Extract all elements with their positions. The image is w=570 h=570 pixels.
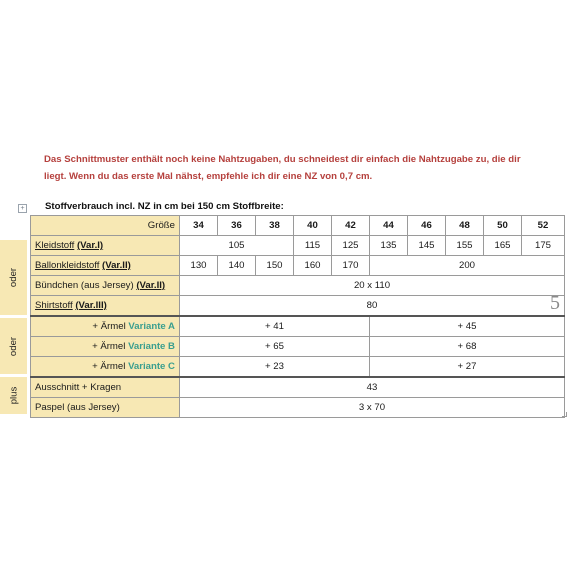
kleidstoff-value-48: 155 [446, 236, 484, 256]
table-row-ausschnitt [31, 377, 565, 398]
aermel-b-value-44-52: + 68 [370, 337, 565, 357]
table-row-paspel [31, 398, 565, 418]
ausschnitt-label: Ausschnitt + Kragen [31, 377, 180, 398]
size-42: 42 [332, 216, 370, 236]
side-label-oder-bottom-text: oder [7, 336, 19, 356]
aermel-a-prefix: + Ärmel [92, 321, 126, 332]
notice-line-1: Das Schnittmuster enthält noch keine Nahtzugaben, du schneidest dir einfach die Nahtzugabe zu, die dir [44, 154, 521, 165]
table-end-mark [562, 412, 567, 417]
aermel-a-value-34-42: + 41 [180, 316, 370, 337]
aermel-c-value-44-52: + 27 [370, 357, 565, 378]
aermel-a-label [31, 316, 180, 337]
buendchen-name: Bündchen (aus Jersey) [35, 280, 134, 291]
table-row-shirtstoff [31, 296, 565, 317]
kleidstoff-value-50: 165 [484, 236, 522, 256]
aermel-b-label [31, 337, 180, 357]
table-row-aermel-a [31, 316, 565, 337]
kleidstoff-value-44: 135 [370, 236, 408, 256]
aermel-c-prefix: + Ärmel [92, 361, 126, 372]
seam-allowance-notice [44, 151, 544, 185]
kleidstoff-value-52: 175 [522, 236, 565, 256]
shirtstoff-variant: (Var.III) [75, 300, 107, 311]
kleidstoff-value-40: 115 [294, 236, 332, 256]
ballonkleidstoff-variant: (Var.II) [102, 260, 131, 271]
size-48: 48 [446, 216, 484, 236]
table-row-ballonkleidstoff [31, 256, 565, 276]
side-label-plus [0, 377, 27, 414]
ballonkleidstoff-name: Ballonkleidstoff [35, 260, 100, 271]
ausschnitt-value: 43 [180, 377, 565, 398]
ballonkleidstoff-value-40: 160 [294, 256, 332, 276]
table-row-buendchen [31, 276, 565, 296]
fabric-consumption-table [30, 215, 565, 418]
size-38: 38 [256, 216, 294, 236]
table-row-header [31, 216, 565, 236]
side-label-oder-bottom [0, 318, 27, 374]
buendchen-label [31, 276, 180, 296]
ballonkleidstoff-value-42: 170 [332, 256, 370, 276]
shirtstoff-value: 80 [180, 296, 565, 317]
side-label-plus-text: plus [7, 386, 19, 405]
aermel-a-variant: Variante A [128, 321, 175, 332]
buendchen-value: 20 x 110 [180, 276, 565, 296]
aermel-c-label [31, 357, 180, 378]
notice-line-2: liegt. Wenn du das erste Mal nähst, empfehle ich dir eine NZ von 0,7 cm. [44, 171, 373, 182]
ballonkleidstoff-value-36: 140 [218, 256, 256, 276]
table-move-handle-icon[interactable]: + [18, 204, 27, 213]
size-36: 36 [218, 216, 256, 236]
size-52: 52 [522, 216, 565, 236]
size-34: 34 [180, 216, 218, 236]
paspel-label: Paspel (aus Jersey) [31, 398, 180, 418]
size-46: 46 [408, 216, 446, 236]
kleidstoff-value-34-38: 105 [180, 236, 294, 256]
aermel-b-value-34-42: + 65 [180, 337, 370, 357]
table-row-aermel-c [31, 357, 565, 378]
size-50: 50 [484, 216, 522, 236]
page-number: 5 [550, 292, 560, 314]
table-row-kleidstoff [31, 236, 565, 256]
shirtstoff-name: Shirtstoff [35, 300, 73, 311]
aermel-c-value-34-42: + 23 [180, 357, 370, 378]
table-title: Stoffverbrauch incl. NZ in cm bei 150 cm Stoffbreite: [45, 201, 284, 212]
paspel-value: 3 x 70 [180, 398, 565, 418]
aermel-b-prefix: + Ärmel [92, 341, 126, 352]
ballonkleidstoff-label [31, 256, 180, 276]
kleidstoff-name: Kleidstoff [35, 240, 75, 251]
kleidstoff-value-42: 125 [332, 236, 370, 256]
aermel-b-variant: Variante B [128, 341, 175, 352]
kleidstoff-variant: (Var.I) [76, 240, 104, 251]
table-row-aermel-b [31, 337, 565, 357]
size-44: 44 [370, 216, 408, 236]
ballonkleidstoff-value-44-52: 200 [370, 256, 565, 276]
side-label-oder-top-text: oder [7, 267, 19, 288]
aermel-a-value-44-52: + 45 [370, 316, 565, 337]
size-header-label: Größe [31, 216, 180, 236]
side-label-oder-top [0, 240, 27, 315]
shirtstoff-label [31, 296, 180, 317]
ballonkleidstoff-value-34: 130 [180, 256, 218, 276]
kleidstoff-label [31, 236, 180, 256]
size-40: 40 [294, 216, 332, 236]
kleidstoff-value-46: 145 [408, 236, 446, 256]
aermel-c-variant: Variante C [128, 361, 175, 372]
ballonkleidstoff-value-38: 150 [256, 256, 294, 276]
buendchen-variant: (Var.II) [136, 280, 166, 291]
